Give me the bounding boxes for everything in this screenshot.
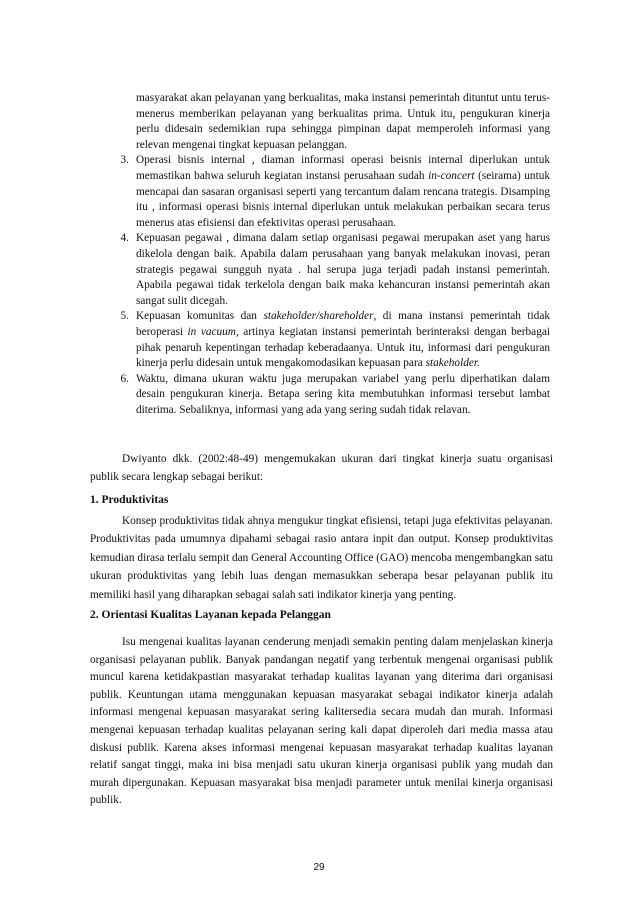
list-number: 6. — [120, 372, 129, 385]
section-heading-productivity: 1. Produktivitas — [90, 494, 169, 506]
list-text: Kepuasan pegawai , dimana dalam setiap organisasi pegawai merupakan aset yang harus dikelola dengan baik. Apabila dalam perusahaan yang banyak melakukan inovasi, peran strategis pegawai sungguh nyata . hal serupa juga terjadi padah instansi pemerintah. Apabila pegawai tidak terkelola dengan baik maka kehancuran instansi pemerintah akan sangat sulit dicegah. — [136, 232, 550, 307]
list-item-3 — [90, 153, 550, 231]
list-number: 4. — [120, 232, 129, 245]
list-text: Waktu, dimana ukuran waktu juga merupakan variabel yang perlu diperhatikan dalam desain pengukuran kinerja. Betapa sering kita membutuhkan informasi tersebut lambat diterima. Sebaliknya, informasi yang ada yang sering sudah tidak relavan. — [136, 372, 550, 416]
section-heading-service-quality: 2. Orientasi Kualitas Layanan kepada Pelanggan — [90, 609, 331, 621]
numbered-list — [90, 91, 550, 418]
list-text: Operasi bisnis internal , diaman informasi operasi beisnis internal diperlukan untuk memastikan bahwa seluruh kegiatan instansi perusahaan sudah in-concert (seirama) untuk mencapai dan sasaran organisasi seperti yang tercantum dalam rencana trategis. Disamping itu , informasi operasi bisnis internal diperlukan untuk melakukan perbaikan secara terus menerus atas efisiensi dan efektivitas operasi perusahaan. — [136, 154, 551, 229]
list-continuation: masyarakat akan pelayanan yang berkualitas, maka instansi pemerintah dituntut untu terus-menerus memberikan pelayanan yang berkualitas prima. Untuk itu, pengukuran kinerja perlu didesain sedemikian rupa sehingga pimpinan dapat memperoleh informasi yang relevan mengenai tingkat kepuasan pelanggan. — [136, 92, 550, 151]
list-text: Kepuasan komunitas dan stakeholder/shareholder, di mana instansi pemerintah tidak beroperasi in vacuum, artinya kegiatan instansi pemerintah berinteraksi dengan berbagai pihak penaruh kepentingan terhadap keberadaanya. Untuk itu, informasi dari pengukuran kinerja perlu didesain untuk mengakomodasikan kepuasan para stakeholder. — [136, 310, 550, 370]
intro-paragraph: Dwiyanto dkk. (2002:48-49) mengemukakan ukuran dari tingkat kinerja suatu organisasi publik secara lengkap sebagai berikut: — [90, 453, 553, 483]
list-number: 3. — [120, 154, 129, 167]
list-item-5 — [90, 309, 550, 371]
section-paragraph-service-quality: Isu mengenai kualitas layanan cenderung menjadi semakin penting dalam menjelaskan kinerja organisasi pelayanan publik. Banyak pandangan negatif yang terbentuk mengenai organisasi publik muncul karena ketidakpastian masyarakat terhadap kualitas layanan yang diterima dari organisasi publik. Keuntungan utama menggunakan kepuasan masyarakat sebagai indikator kinerja adalah informasi mengenai kepuasan masyarakat sering kalitersedia secara mudah dan murah. Informasi mengenai kepuasan terhadap kualitas pelayanan sering kali dapat diperoleh dari media massa atau diskusi publik. Karena akses informasi mengenai kepuasan masyarakat terhadap kualitas layanan relatif sangat tinggi, maka ini bisa menjadi satu ukuran kinerja organisasi publik yang mudah dan murah dipergunakan. Kepuasan masyarakat bisa menjadi parameter untuk menilai kinerja organisasi publik. — [90, 636, 553, 807]
list-item-4 — [90, 231, 550, 309]
page-number: 29 — [313, 862, 325, 873]
section-paragraph-productivity: Konsep produktivitas tidak ahnya mengukur tingkat efisiensi, tetapi juga efektivitas pelayanan. Produktivitas pada umumnya dipahami sebagai rasio antara inpit dan output. Konsep produktivitas kemudian dirasa terlalu sempit dan General Accounting Office (GAO) mencoba mengembangkan satu ukuran produktivitas yang lebih luas dengan memasukkan seberapa besar pelayanan publik itu memiliki hasil yang diharapkan sebagai salah sati indikator kinerja yang penting. — [90, 515, 553, 601]
list-number: 5. — [120, 310, 129, 323]
list-item-6 — [90, 372, 550, 419]
